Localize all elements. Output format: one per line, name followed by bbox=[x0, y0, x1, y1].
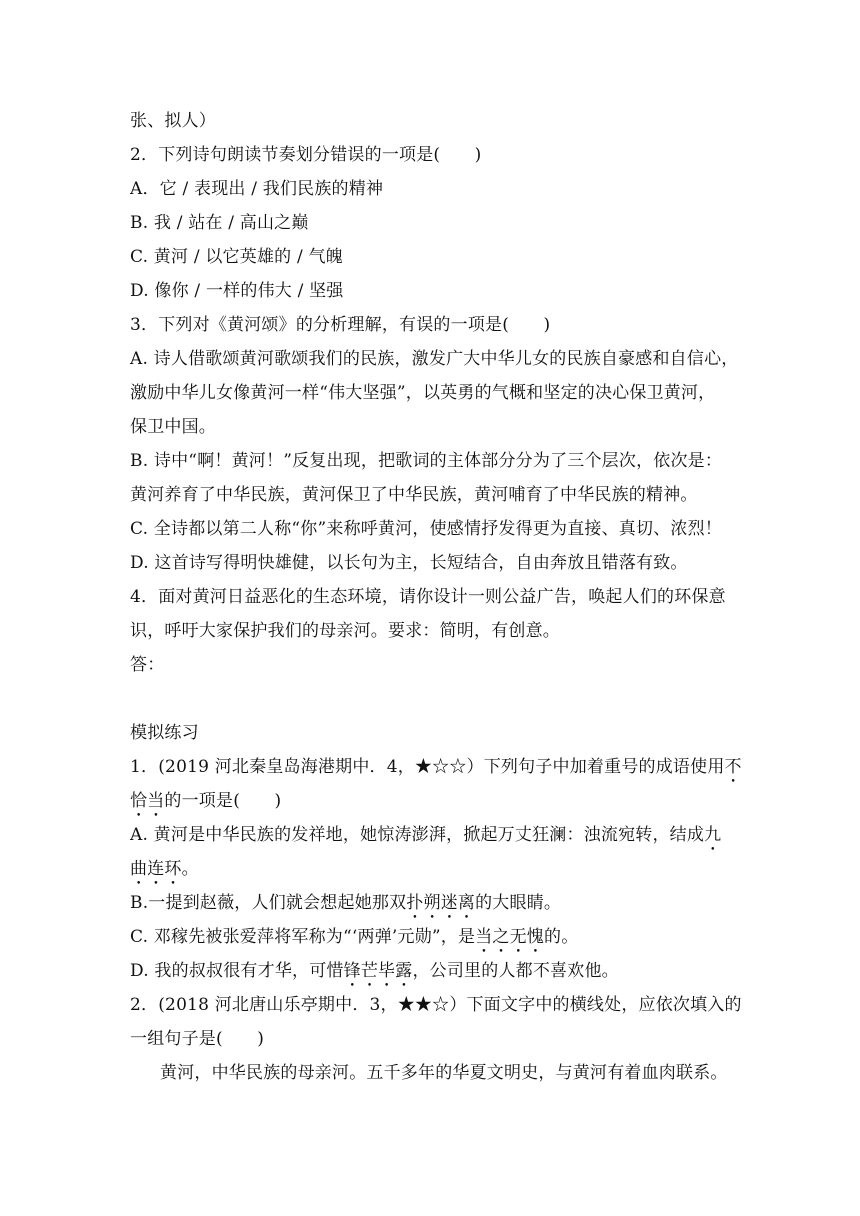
text: A. 黄河是中华民族的发祥地，她惊涛澎湃，掀起万丈狂澜：浊流宛转，结成 bbox=[130, 825, 705, 845]
text: B.一提到赵薇，人们就会想起她那双 bbox=[130, 893, 407, 913]
text: 。 bbox=[181, 859, 199, 879]
option-a-line-3: 保卫中国。 bbox=[130, 417, 216, 437]
text-line: 张、拟人） bbox=[130, 111, 216, 131]
option-a: A．它 / 表现出 / 我们民族的精神 bbox=[130, 179, 384, 199]
option-b: B. 我 / 站在 / 高山之巅 bbox=[130, 213, 309, 233]
practice-q2-line-2: 一组句子是( ) bbox=[130, 1029, 265, 1049]
practice-q1-option-c bbox=[130, 926, 730, 957]
emphasis-text: 扑朔迷离 bbox=[406, 893, 476, 913]
question-3-stem: 3．下列对《黄河颂》的分析理解，有误的一项是( ) bbox=[130, 315, 551, 335]
passage-paragraph: 黄河，中华民族的母亲河。五千多年的华夏文明史，与黄河有着血肉联系。 bbox=[160, 1063, 728, 1083]
option-b-line-2: 黄河养育了中华民族，黄河保卫了中华民族，黄河哺育了中华民族的精神。 bbox=[130, 485, 698, 505]
option-b-line-1: B. 诗中“啊！黄河！”反复出现，把歌词的主体部分分为了三个层次，依次是： bbox=[130, 451, 723, 471]
option-c: C. 黄河 / 以它英雄的 / 气魄 bbox=[130, 247, 343, 267]
option-a-line-1: A. 诗人借歌颂黄河歌颂我们的民族，激发广大中华儿女的民族自豪感和自信心， bbox=[130, 349, 739, 369]
practice-q1-option-b bbox=[130, 892, 730, 923]
text: 的。 bbox=[544, 927, 579, 947]
question-4-line-2: 识，呼吁大家保护我们的母亲河。要求：简明，有创意。 bbox=[130, 621, 560, 641]
emphasis-text: 锋芒毕露 bbox=[343, 961, 413, 981]
text: 的大眼睛。 bbox=[475, 893, 562, 913]
practice-q1-line-2 bbox=[130, 790, 730, 821]
emphasis-text: 当之无愧 bbox=[475, 927, 545, 947]
practice-q2-line-1: 2．(2018 河北唐山乐亭期中．3，★★☆）下面文字中的横线处，应依次填入的 bbox=[130, 995, 742, 1015]
emphasis-text: 九 bbox=[704, 825, 722, 845]
text: ，公司里的人都不喜欢他。 bbox=[412, 961, 619, 981]
text: D. 我的叔叔很有才华，可惜 bbox=[130, 961, 344, 981]
text: 1．(2019 河北秦皇岛海港期中．4，★☆☆）下列句子中加着重号的成语使用 bbox=[130, 757, 725, 777]
practice-q1-option-d bbox=[130, 960, 730, 991]
practice-q1-option-a-line-1 bbox=[130, 824, 730, 855]
option-d: D. 像你 / 一样的伟大 / 坚强 bbox=[130, 281, 344, 301]
practice-q1-option-a-line-2 bbox=[130, 858, 730, 889]
practice-q1-line-1 bbox=[130, 756, 742, 787]
emphasis-text: 不 bbox=[724, 757, 742, 777]
option-d: D. 这首诗写得明快雄健，以长句为主，长短结合，自由奔放且错落有致。 bbox=[130, 553, 688, 573]
option-a-line-2: 激励中华儿女像黄河一样“伟大坚强”，以英勇的气概和坚定的决心保卫黄河， bbox=[130, 383, 716, 403]
emphasis-text: 曲连环 bbox=[130, 859, 182, 879]
text: 的一项是( ) bbox=[164, 791, 282, 811]
emphasis-text: 恰当 bbox=[130, 791, 165, 811]
option-c: C. 全诗都以第二人称“你”来称呼黄河，使感情抒发得更为直接、真切、浓烈！ bbox=[130, 519, 722, 539]
section-heading: 模拟练习 bbox=[130, 723, 199, 743]
question-2-stem: 2．下列诗句朗读节奏划分错误的一项是( ) bbox=[130, 145, 482, 165]
answer-label: 答： bbox=[130, 655, 165, 675]
question-4-line-1: 4．面对黄河日益恶化的生态环境，请你设计一则公益广告，唤起人们的环保意 bbox=[130, 587, 726, 607]
text: C. 邓稼先被张爱萍将军称为“‘两弹’元勋”，是 bbox=[130, 927, 476, 947]
